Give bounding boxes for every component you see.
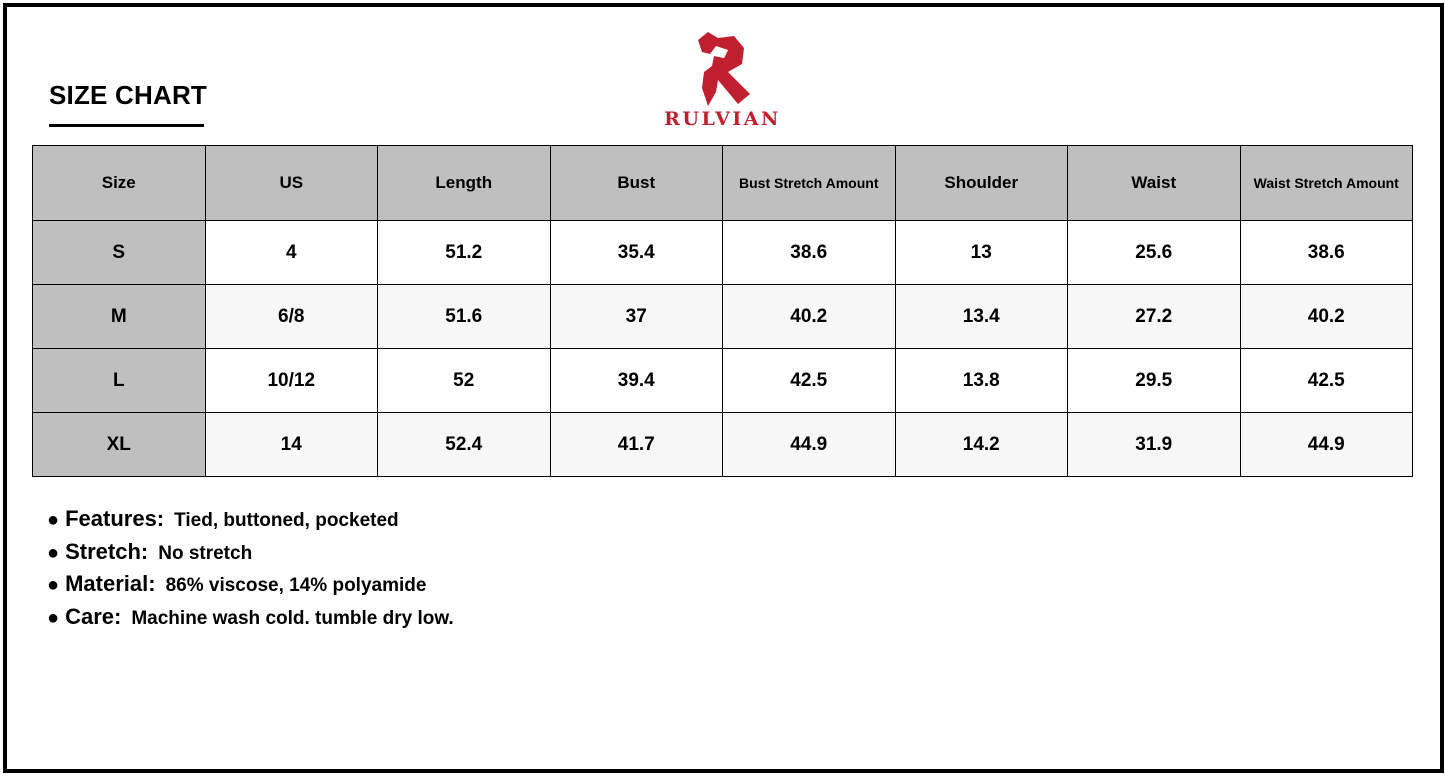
size-table (32, 145, 1413, 477)
bullet-icon: ● (47, 574, 60, 596)
table-cell: 25.6 (1068, 221, 1241, 285)
table-cell: 10/12 (205, 349, 378, 413)
table-cell: 44.9 (1240, 413, 1413, 477)
list-item (47, 571, 454, 604)
rulvian-r-logo-icon (688, 32, 758, 106)
feature-value: Machine wash cold. tumble dry low. (131, 607, 454, 629)
table-cell: 41.7 (550, 413, 723, 477)
feature-list (47, 506, 454, 636)
list-item (47, 506, 454, 539)
brand-name: RULVIAN (664, 108, 781, 130)
feature-label: Stretch: (65, 538, 149, 564)
bullet-icon: ● (47, 541, 60, 564)
table-cell: 6/8 (205, 285, 378, 349)
table-row (33, 221, 1413, 285)
list-item (47, 539, 454, 572)
table-cell: S (33, 221, 206, 285)
brand-logo (655, 32, 790, 134)
table-cell: 52.4 (378, 413, 551, 477)
table-cell: 42.5 (1240, 349, 1413, 413)
table-cell: 14 (205, 413, 378, 477)
page-title: SIZE CHART (49, 80, 207, 110)
list-item (47, 604, 454, 637)
header-us: US (205, 146, 378, 221)
table-cell: 40.2 (1240, 285, 1413, 349)
header-waist-stretch: Waist Stretch Amount (1240, 146, 1413, 221)
table-header-row (33, 146, 1413, 221)
table-cell: 39.4 (550, 349, 723, 413)
header-waist: Waist (1068, 146, 1241, 221)
table-cell: 42.5 (723, 349, 896, 413)
table-cell: 31.9 (1068, 413, 1241, 477)
table-cell: 37 (550, 285, 723, 349)
table-cell: 13 (895, 221, 1068, 285)
table-cell: 13.8 (895, 349, 1068, 413)
table-cell: 35.4 (550, 221, 723, 285)
header-bust-stretch: Bust Stretch Amount (723, 146, 896, 221)
header-bust: Bust (550, 146, 723, 221)
table-cell: 29.5 (1068, 349, 1241, 413)
header-size: Size (33, 146, 206, 221)
table-cell: 51.6 (378, 285, 551, 349)
table-row (33, 413, 1413, 477)
header-length: Length (378, 146, 551, 221)
feature-value: Tied, buttoned, pocketed (174, 510, 399, 531)
table-cell: 52 (378, 349, 551, 413)
feature-value: 86% viscose, 14% polyamide (165, 575, 427, 596)
feature-label: Material: (65, 571, 156, 596)
table-row (33, 285, 1413, 349)
table-cell: 13.4 (895, 285, 1068, 349)
table-cell: 40.2 (723, 285, 896, 349)
header-shoulder: Shoulder (895, 146, 1068, 221)
table-cell: L (33, 349, 206, 413)
table-cell: 38.6 (723, 221, 896, 285)
table-cell: M (33, 285, 206, 349)
bullet-icon: ● (47, 606, 60, 629)
table-cell: 14.2 (895, 413, 1068, 477)
title-underline (49, 124, 204, 127)
table-cell: 27.2 (1068, 285, 1241, 349)
table-cell: 51.2 (378, 221, 551, 285)
feature-label: Features: (65, 506, 165, 531)
table-cell: XL (33, 413, 206, 477)
bullet-icon: ● (47, 509, 60, 531)
table-cell: 38.6 (1240, 221, 1413, 285)
feature-value: No stretch (158, 542, 253, 564)
table-row (33, 349, 1413, 413)
table-cell: 4 (205, 221, 378, 285)
table-cell: 44.9 (723, 413, 896, 477)
feature-label: Care: (65, 603, 122, 629)
